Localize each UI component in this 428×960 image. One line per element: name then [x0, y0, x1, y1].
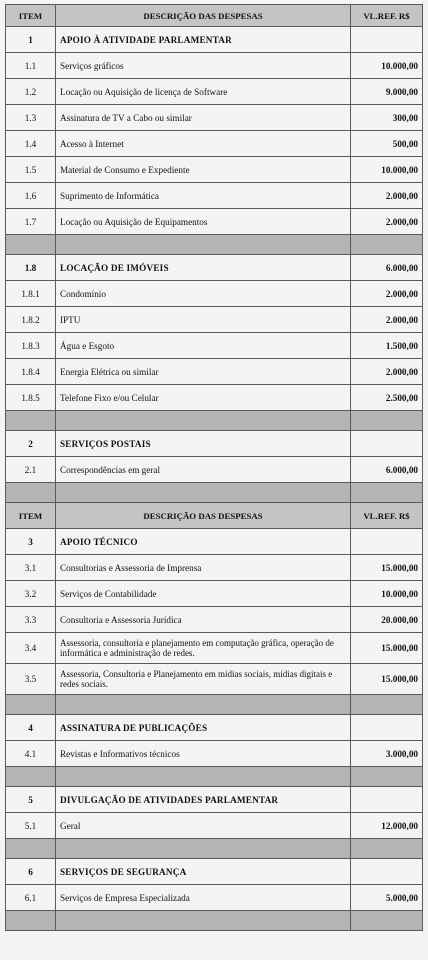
expense-description: Energia Elétrica ou similar — [56, 359, 351, 385]
expense-row — [6, 633, 423, 664]
reference-value: 20.000,00 — [351, 607, 423, 633]
separator-cell — [6, 695, 56, 715]
separator-row — [6, 839, 423, 859]
expense-row — [6, 607, 423, 633]
item-number: 5.1 — [6, 813, 56, 839]
expense-description: Geral — [56, 813, 351, 839]
reference-value: 10.000,00 — [351, 53, 423, 79]
separator-cell — [56, 483, 351, 503]
separator-cell — [6, 911, 56, 931]
expense-row — [6, 307, 423, 333]
expense-row — [6, 885, 423, 911]
separator-cell — [56, 911, 351, 931]
item-number: 1.7 — [6, 209, 56, 235]
separator-cell — [56, 235, 351, 255]
expense-row — [6, 157, 423, 183]
item-number: 3.2 — [6, 581, 56, 607]
expense-row — [6, 281, 423, 307]
header-value: VL.REF. R$ — [351, 5, 423, 27]
separator-cell — [351, 767, 423, 787]
reference-value — [351, 529, 423, 555]
separator-cell — [6, 483, 56, 503]
reference-value — [351, 859, 423, 885]
section-row — [6, 859, 423, 885]
expense-description: IPTU — [56, 307, 351, 333]
expense-description: Consultoria e Assessoria Jurídica — [56, 607, 351, 633]
separator-cell — [351, 483, 423, 503]
reference-value: 2.000,00 — [351, 359, 423, 385]
item-number: 3.5 — [6, 664, 56, 695]
item-number: 1.2 — [6, 79, 56, 105]
item-number: 1.4 — [6, 131, 56, 157]
reference-value: 9.000,00 — [351, 79, 423, 105]
expense-description: APOIO TÉCNICO — [56, 529, 351, 555]
separator-cell — [56, 411, 351, 431]
separator-cell — [56, 839, 351, 859]
expense-row — [6, 105, 423, 131]
expense-row — [6, 581, 423, 607]
item-number: 1.8.2 — [6, 307, 56, 333]
separator-row — [6, 411, 423, 431]
separator-row — [6, 483, 423, 503]
expense-row — [6, 813, 423, 839]
expense-description: SERVIÇOS POSTAIS — [56, 431, 351, 457]
header-value: VL.REF. R$ — [351, 503, 423, 529]
separator-cell — [351, 411, 423, 431]
separator-cell — [6, 767, 56, 787]
item-number: 1.5 — [6, 157, 56, 183]
separator-cell — [6, 411, 56, 431]
expense-description: Locação ou Aquisição de licença de Software — [56, 79, 351, 105]
section-row — [6, 255, 423, 281]
section-row — [6, 787, 423, 813]
reference-value: 6.000,00 — [351, 457, 423, 483]
expense-description: DIVULGAÇÃO DE ATIVIDADES PARLAMENTAR — [56, 787, 351, 813]
item-number: 2.1 — [6, 457, 56, 483]
item-number: 5 — [6, 787, 56, 813]
expense-row — [6, 741, 423, 767]
separator-cell — [56, 767, 351, 787]
item-number: 1.8 — [6, 255, 56, 281]
header-item: ITEM — [6, 5, 56, 27]
reference-value: 6.000,00 — [351, 255, 423, 281]
item-number: 3.1 — [6, 555, 56, 581]
reference-value: 1.500,00 — [351, 333, 423, 359]
expense-row — [6, 333, 423, 359]
expense-description: Assinatura de TV a Cabo ou similar — [56, 105, 351, 131]
table-header-row-repeat — [6, 503, 423, 529]
item-number: 2 — [6, 431, 56, 457]
reference-value — [351, 715, 423, 741]
expense-description: Assessoria, Consultoria e Planejamento em mídias sociais, mídias digitais e redes sociais. — [56, 664, 351, 695]
reference-value: 2.500,00 — [351, 385, 423, 411]
item-number: 1.8.1 — [6, 281, 56, 307]
reference-value: 5.000,00 — [351, 885, 423, 911]
reference-value — [351, 787, 423, 813]
expense-description: Serviços de Empresa Especializada — [56, 885, 351, 911]
item-number: 1.8.5 — [6, 385, 56, 411]
item-number: 3 — [6, 529, 56, 555]
item-number: 1 — [6, 27, 56, 53]
item-number: 3.4 — [6, 633, 56, 664]
expense-description: Correspondências em geral — [56, 457, 351, 483]
section-row — [6, 27, 423, 53]
reference-value: 15.000,00 — [351, 555, 423, 581]
reference-value: 10.000,00 — [351, 157, 423, 183]
expense-description: APOIO À ATIVIDADE PARLAMENTAR — [56, 27, 351, 53]
expense-row — [6, 664, 423, 695]
expense-description: Suprimento de Informática — [56, 183, 351, 209]
header-item: ITEM — [6, 503, 56, 529]
item-number: 1.6 — [6, 183, 56, 209]
reference-value: 2.000,00 — [351, 307, 423, 333]
expense-row — [6, 183, 423, 209]
item-number: 1.8.3 — [6, 333, 56, 359]
expense-row — [6, 359, 423, 385]
expense-description: SERVIÇOS DE SEGURANÇA — [56, 859, 351, 885]
expense-row — [6, 79, 423, 105]
expense-description: Locação ou Aquisição de Equipamentos — [56, 209, 351, 235]
reference-value: 2.000,00 — [351, 183, 423, 209]
separator-cell — [351, 839, 423, 859]
item-number: 6 — [6, 859, 56, 885]
expense-description: Material de Consumo e Expediente — [56, 157, 351, 183]
separator-cell — [6, 235, 56, 255]
separator-cell — [56, 695, 351, 715]
expense-row — [6, 555, 423, 581]
section-row — [6, 529, 423, 555]
header-description: DESCRIÇÃO DAS DESPESAS — [56, 5, 351, 27]
expense-description: Serviços de Contabilidade — [56, 581, 351, 607]
expense-description: Revistas e Informativos técnicos — [56, 741, 351, 767]
section-row — [6, 715, 423, 741]
section-row — [6, 431, 423, 457]
expense-description: LOCAÇÃO DE IMÓVEIS — [56, 255, 351, 281]
expense-row — [6, 385, 423, 411]
item-number: 4.1 — [6, 741, 56, 767]
reference-value: 15.000,00 — [351, 633, 423, 664]
reference-value: 500,00 — [351, 131, 423, 157]
item-number: 1.3 — [6, 105, 56, 131]
reference-value: 300,00 — [351, 105, 423, 131]
expense-row — [6, 457, 423, 483]
separator-cell — [351, 911, 423, 931]
reference-value — [351, 27, 423, 53]
item-number: 4 — [6, 715, 56, 741]
separator-cell — [351, 235, 423, 255]
separator-row — [6, 911, 423, 931]
separator-cell — [351, 695, 423, 715]
expense-description: Água e Esgoto — [56, 333, 351, 359]
expense-row — [6, 209, 423, 235]
expense-description: Assessoria, consultoria e planejamento em computação gráfica, operação de informática e administração de redes. — [56, 633, 351, 664]
item-number: 1.1 — [6, 53, 56, 79]
separator-cell — [6, 839, 56, 859]
separator-row — [6, 235, 423, 255]
reference-value: 2.000,00 — [351, 209, 423, 235]
reference-value: 12.000,00 — [351, 813, 423, 839]
reference-value: 15.000,00 — [351, 664, 423, 695]
expense-description: Condomínio — [56, 281, 351, 307]
expense-description: Consultorias e Assessoria de Imprensa — [56, 555, 351, 581]
expense-description: Acesso à Internet — [56, 131, 351, 157]
expense-description: ASSINATURA DE PUBLICAÇÕES — [56, 715, 351, 741]
reference-value: 3.000,00 — [351, 741, 423, 767]
separator-row — [6, 767, 423, 787]
item-number: 1.8.4 — [6, 359, 56, 385]
item-number: 6.1 — [6, 885, 56, 911]
expense-description: Serviços gráficos — [56, 53, 351, 79]
separator-row — [6, 695, 423, 715]
expense-table — [5, 4, 423, 931]
expense-table-body — [6, 5, 423, 931]
table-header-row — [6, 5, 423, 27]
header-description: DESCRIÇÃO DAS DESPESAS — [56, 503, 351, 529]
expense-row — [6, 131, 423, 157]
reference-value — [351, 431, 423, 457]
expense-description: Telefone Fixo e/ou Celular — [56, 385, 351, 411]
reference-value: 2.000,00 — [351, 281, 423, 307]
expense-row — [6, 53, 423, 79]
item-number: 3.3 — [6, 607, 56, 633]
reference-value: 10.000,00 — [351, 581, 423, 607]
